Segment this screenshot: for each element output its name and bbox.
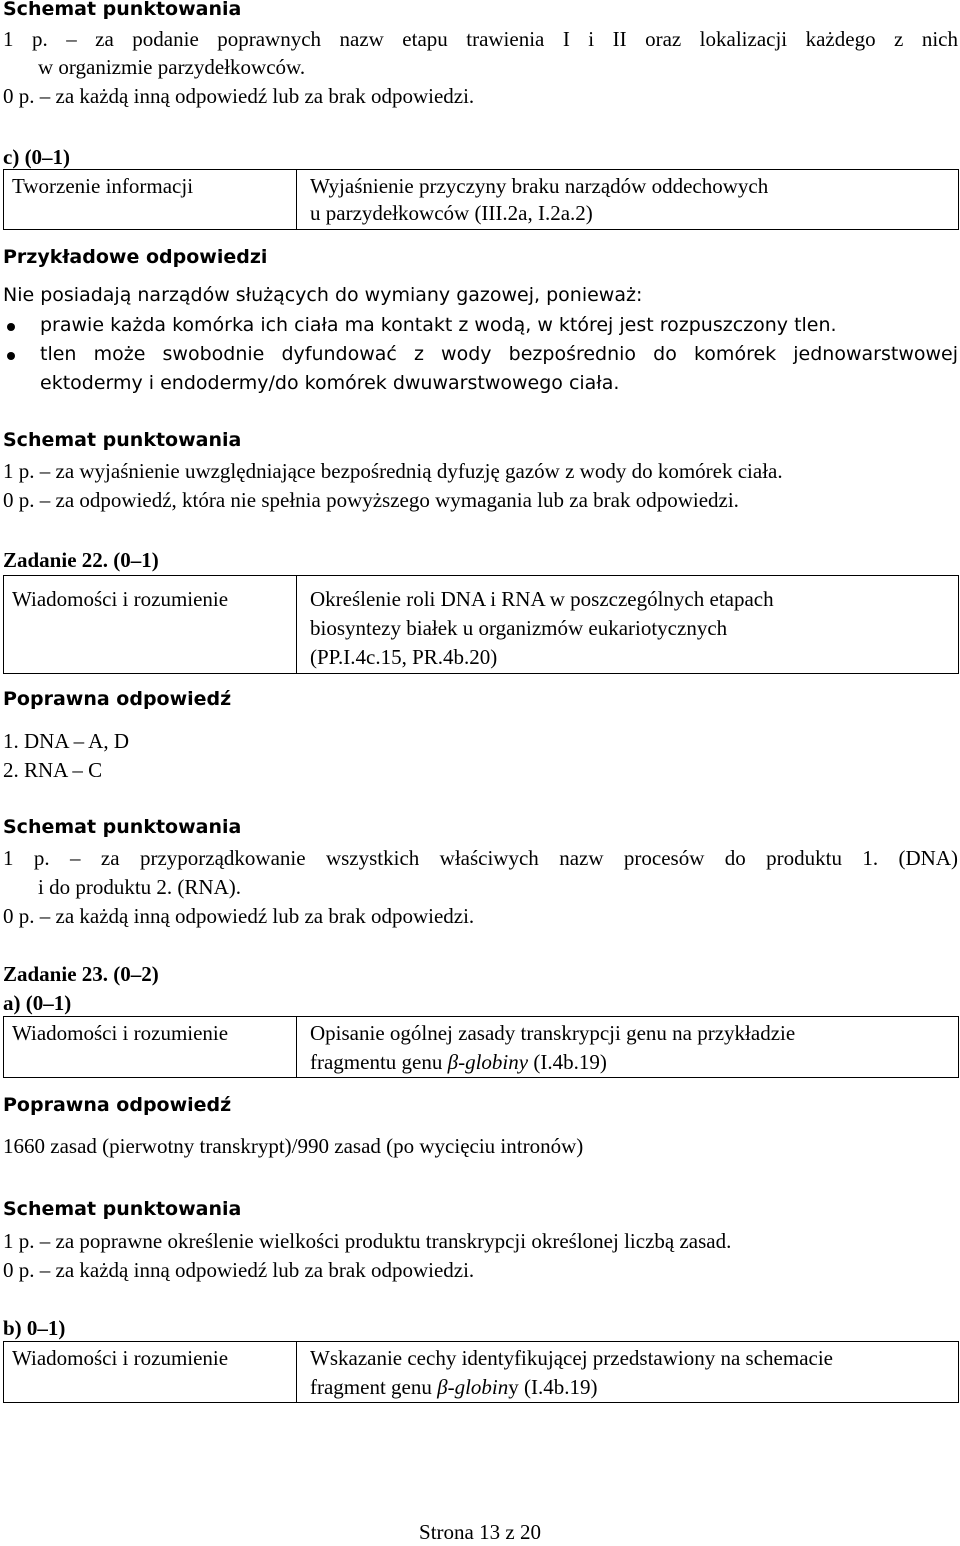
requirement-line-1: Określenie roli DNA i RNA w poszczególnych etapach — [310, 587, 774, 611]
example-bullet-2: tlen może swobodnie dyfundować z wody bezpośrednio do komórek jednowarstwowej — [40, 343, 958, 365]
part-a-label: a) (0–1) — [3, 991, 72, 1015]
skill-category: Tworzenie informacji — [12, 174, 194, 198]
scoring-line-1: 1 p. – za podanie poprawnych nazw etapu trawienia I i II oraz lokalizacji każdego z nich — [3, 27, 958, 51]
requirement-line-1: Wyjaśnienie przyczyny braku narządów oddechowych — [310, 174, 769, 198]
scoring-line-0: 0 p. – za każdą inną odpowiedź lub za brak odpowiedzi. — [3, 904, 475, 928]
examples-heading: Przykładowe odpowiedzi — [3, 246, 268, 268]
skill-category: Wiadomości i rozumienie — [12, 1346, 229, 1370]
scoring-line-1-cont: w organizmie parzydełkowców. — [38, 55, 306, 79]
skill-category: Wiadomości i rozumienie — [12, 1021, 229, 1045]
requirement-line-1: Wskazanie cechy identyfikującej przedstawiony na schemacie — [310, 1346, 834, 1370]
requirement-line-2: u parzydełkowców (III.2a, I.2a.2) — [310, 201, 593, 225]
scoring-line-0: 0 p. – za każdą inną odpowiedź lub za brak odpowiedzi. — [3, 1258, 475, 1282]
box-divider — [296, 169, 297, 229]
part-c-label: c) (0–1) — [3, 145, 71, 169]
page-number: Strona 13 z 20 — [419, 1520, 541, 1544]
example-bullet-1: prawie każda komórka ich ciała ma kontakt z wodą, w której jest rozpuszczony tlen. — [40, 314, 837, 336]
skill-category: Wiadomości i rozumienie — [12, 587, 229, 611]
scoring-heading: Schemat punktowania — [3, 816, 242, 838]
scoring-line-1: 1 p. – za poprawne określenie wielkości produktu transkrypcji określonej liczbą zasad. — [3, 1229, 732, 1253]
answer-line: 1660 zasad (pierwotny transkrypt)/990 zasad (po wycięciu intronów) — [3, 1134, 584, 1158]
scoring-heading: Schemat punktowania — [3, 429, 242, 451]
answer-heading: Poprawna odpowiedź — [3, 1094, 232, 1116]
scoring-line-0: 0 p. – za odpowiedź, która nie spełnia powyższego wymagania lub za brak odpowiedzi. — [3, 488, 739, 512]
bullet-icon — [7, 352, 15, 360]
scoring-line-1: 1 p. – za wyjaśnienie uwzględniające bezpośrednią dyfuzję gazów z wody do komórek ciała. — [3, 459, 783, 483]
scoring-line-1: 1 p. – za przyporządkowanie wszystkich właściwych nazw procesów do produktu 1. (DNA) — [3, 846, 958, 870]
box-divider — [296, 1341, 297, 1402]
task-23-title: Zadanie 23. (0–2) — [3, 962, 159, 986]
box-divider — [296, 1016, 297, 1077]
example-bullet-2-cont: ektodermy i endodermy/do komórek dwuwarstwowego ciała. — [40, 372, 620, 394]
scoring-line-0: 0 p. – za każdą inną odpowiedź lub za brak odpowiedzi. — [3, 84, 475, 108]
examples-intro: Nie posiadają narządów służących do wymiany gazowej, ponieważ: — [3, 284, 643, 306]
answer-line-1: 1. DNA – A, D — [3, 729, 130, 753]
box-divider — [296, 575, 297, 673]
part-b-label: b) 0–1) — [3, 1316, 66, 1340]
requirement-line-2: fragmentu genu β-globiny (I.4b.19) — [310, 1050, 607, 1074]
scoring-heading: Schemat punktowania — [3, 1198, 242, 1220]
answer-heading: Poprawna odpowiedź — [3, 688, 232, 710]
requirement-line-1: Opisanie ogólnej zasady transkrypcji genu na przykładzie — [310, 1021, 796, 1045]
bullet-icon — [7, 323, 15, 331]
scoring-heading: Schemat punktowania — [3, 0, 242, 20]
answer-line-2: 2. RNA – C — [3, 758, 103, 782]
task-22-title: Zadanie 22. (0–1) — [3, 548, 159, 572]
requirement-line-2: fragment genu β-globiny (I.4b.19) — [310, 1375, 598, 1399]
requirement-line-3: (PP.I.4c.15, PR.4b.20) — [310, 645, 498, 669]
scoring-line-1-cont: i do produktu 2. (RNA). — [38, 875, 241, 899]
requirement-line-2: biosyntezy białek u organizmów eukariotycznych — [310, 616, 728, 640]
